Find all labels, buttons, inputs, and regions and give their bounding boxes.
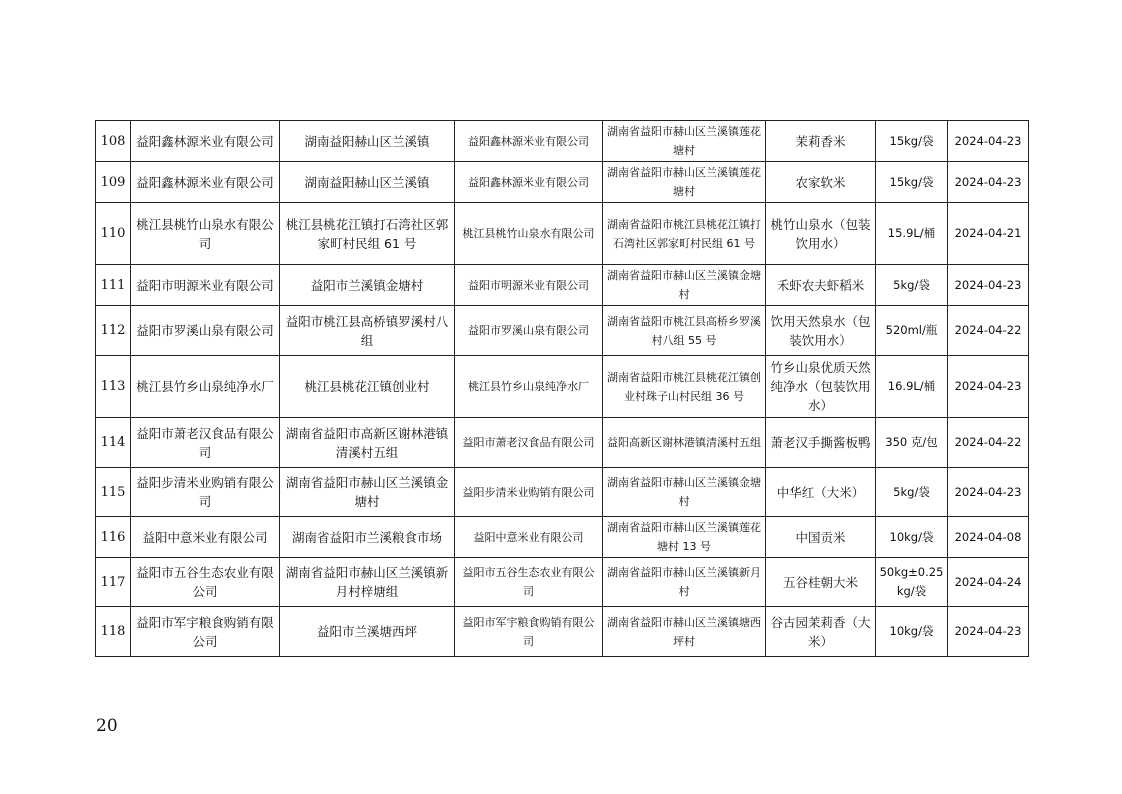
table-row — [96, 162, 1029, 203]
product-name-cell: 萧老汉手撕酱板鸭 — [766, 418, 876, 468]
producer-address-cell: 益阳市兰溪塘西坪 — [280, 607, 455, 657]
production-date-cell: 2024-04-23 — [948, 356, 1029, 418]
row-number-cell: 118 — [96, 607, 131, 657]
specification-cell: 350 克/包 — [876, 418, 948, 468]
production-date-cell: 2024-04-23 — [948, 162, 1029, 203]
producer-address-cell: 湖南益阳赫山区兰溪镇 — [280, 121, 455, 162]
table-row — [96, 265, 1029, 306]
producer-address-cell: 湖南省益阳市高新区谢林港镇清溪村五组 — [280, 418, 455, 468]
producer-name-cell: 益阳鑫林源米业有限公司 — [131, 121, 280, 162]
table-row — [96, 306, 1029, 356]
table-body — [96, 121, 1029, 657]
seller-name-cell: 益阳鑫林源米业有限公司 — [455, 162, 603, 203]
producer-name-cell: 益阳市明源米业有限公司 — [131, 265, 280, 306]
seller-address-cell: 湖南省益阳市赫山区兰溪镇新月村 — [603, 558, 766, 607]
specification-cell: 15kg/袋 — [876, 121, 948, 162]
producer-address-cell: 湖南益阳赫山区兰溪镇 — [280, 162, 455, 203]
row-number-cell: 108 — [96, 121, 131, 162]
table-row — [96, 121, 1029, 162]
table-row — [96, 558, 1029, 607]
specification-cell: 520ml/瓶 — [876, 306, 948, 356]
table-row — [96, 517, 1029, 558]
producer-address-cell: 湖南省益阳市赫山区兰溪镇金塘村 — [280, 468, 455, 517]
specification-cell: 16.9L/桶 — [876, 356, 948, 418]
specification-cell: 5kg/袋 — [876, 468, 948, 517]
specification-cell: 10kg/袋 — [876, 517, 948, 558]
seller-name-cell: 益阳市明源米业有限公司 — [455, 265, 603, 306]
seller-name-cell: 益阳中意米业有限公司 — [455, 517, 603, 558]
product-name-cell: 五谷桂朝大米 — [766, 558, 876, 607]
producer-name-cell: 桃江县桃竹山泉水有限公司 — [131, 203, 280, 265]
producer-name-cell: 益阳中意米业有限公司 — [131, 517, 280, 558]
production-date-cell: 2024-04-21 — [948, 203, 1029, 265]
producer-name-cell: 益阳市罗溪山泉有限公司 — [131, 306, 280, 356]
producer-address-cell: 桃江县桃花江镇创业村 — [280, 356, 455, 418]
product-name-cell: 农家软米 — [766, 162, 876, 203]
row-number-cell: 111 — [96, 265, 131, 306]
production-date-cell: 2024-04-23 — [948, 121, 1029, 162]
seller-address-cell: 益阳高新区谢林港镇清溪村五组 — [603, 418, 766, 468]
seller-address-cell: 湖南省益阳市赫山区兰溪镇莲花塘村 13 号 — [603, 517, 766, 558]
table-row — [96, 203, 1029, 265]
production-date-cell: 2024-04-23 — [948, 265, 1029, 306]
production-date-cell: 2024-04-22 — [948, 306, 1029, 356]
row-number-cell: 112 — [96, 306, 131, 356]
producer-address-cell: 桃江县桃花江镇打石湾社区郭家町村民组 61 号 — [280, 203, 455, 265]
seller-address-cell: 湖南省益阳市赫山区兰溪镇金塘村 — [603, 468, 766, 517]
product-name-cell: 桃竹山泉水（包装饮用水） — [766, 203, 876, 265]
production-date-cell: 2024-04-23 — [948, 468, 1029, 517]
producer-name-cell: 益阳市萧老汉食品有限公司 — [131, 418, 280, 468]
seller-address-cell: 湖南省益阳市桃江县桃花江镇创业村珠子山村民组 36 号 — [603, 356, 766, 418]
product-name-cell: 茉莉香米 — [766, 121, 876, 162]
row-number-cell: 109 — [96, 162, 131, 203]
production-date-cell: 2024-04-22 — [948, 418, 1029, 468]
seller-name-cell: 桃江县竹乡山泉纯净水厂 — [455, 356, 603, 418]
row-number-cell: 113 — [96, 356, 131, 418]
row-number-cell: 110 — [96, 203, 131, 265]
production-date-cell: 2024-04-23 — [948, 607, 1029, 657]
producer-name-cell: 桃江县竹乡山泉纯净水厂 — [131, 356, 280, 418]
producer-name-cell: 益阳鑫林源米业有限公司 — [131, 162, 280, 203]
producer-name-cell: 益阳市五谷生态农业有限公司 — [131, 558, 280, 607]
producer-address-cell: 益阳市兰溪镇金塘村 — [280, 265, 455, 306]
specification-cell: 15kg/袋 — [876, 162, 948, 203]
seller-address-cell: 湖南省益阳市桃江县桃花江镇打石湾社区郭家町村民组 61 号 — [603, 203, 766, 265]
seller-address-cell: 湖南省益阳市赫山区兰溪镇莲花塘村 — [603, 121, 766, 162]
producer-address-cell: 湖南省益阳市赫山区兰溪镇新月村梓塘组 — [280, 558, 455, 607]
specification-cell: 5kg/袋 — [876, 265, 948, 306]
page-number: 20 — [96, 716, 118, 736]
row-number-cell: 116 — [96, 517, 131, 558]
seller-address-cell: 湖南省益阳市桃江县高桥乡罗溪村八组 55 号 — [603, 306, 766, 356]
producer-name-cell: 益阳市军宇粮食购销有限公司 — [131, 607, 280, 657]
seller-name-cell: 益阳市罗溪山泉有限公司 — [455, 306, 603, 356]
seller-name-cell: 益阳市军宇粮食购销有限公司 — [455, 607, 603, 657]
seller-name-cell: 益阳步清米业购销有限公司 — [455, 468, 603, 517]
seller-address-cell: 湖南省益阳市赫山区兰溪镇塘西坪村 — [603, 607, 766, 657]
table-row — [96, 607, 1029, 657]
production-date-cell: 2024-04-24 — [948, 558, 1029, 607]
producer-address-cell: 湖南省益阳市兰溪粮食市场 — [280, 517, 455, 558]
seller-address-cell: 湖南省益阳市赫山区兰溪镇金塘村 — [603, 265, 766, 306]
product-name-cell: 禾虾农夫虾稻米 — [766, 265, 876, 306]
specification-cell: 15.9L/桶 — [876, 203, 948, 265]
seller-name-cell: 益阳市五谷生态农业有限公司 — [455, 558, 603, 607]
specification-cell: 10kg/袋 — [876, 607, 948, 657]
table-row — [96, 418, 1029, 468]
table-row — [96, 356, 1029, 418]
table-row — [96, 468, 1029, 517]
row-number-cell: 115 — [96, 468, 131, 517]
specification-cell: 50kg±0.25 kg/袋 — [876, 558, 948, 607]
seller-name-cell: 益阳鑫林源米业有限公司 — [455, 121, 603, 162]
seller-name-cell: 益阳市萧老汉食品有限公司 — [455, 418, 603, 468]
row-number-cell: 117 — [96, 558, 131, 607]
product-name-cell: 饮用天然泉水（包装饮用水） — [766, 306, 876, 356]
product-name-cell: 中华红（大米） — [766, 468, 876, 517]
producer-address-cell: 益阳市桃江县高桥镇罗溪村八组 — [280, 306, 455, 356]
production-date-cell: 2024-04-08 — [948, 517, 1029, 558]
product-name-cell: 谷古园茉莉香（大米） — [766, 607, 876, 657]
product-name-cell: 中国贡米 — [766, 517, 876, 558]
seller-name-cell: 桃江县桃竹山泉水有限公司 — [455, 203, 603, 265]
seller-address-cell: 湖南省益阳市赫山区兰溪镇莲花塘村 — [603, 162, 766, 203]
producer-name-cell: 益阳步清米业购销有限公司 — [131, 468, 280, 517]
row-number-cell: 114 — [96, 418, 131, 468]
product-name-cell: 竹乡山泉优质天然纯净水（包装饮用水） — [766, 356, 876, 418]
sampling-results-table — [95, 120, 1029, 657]
